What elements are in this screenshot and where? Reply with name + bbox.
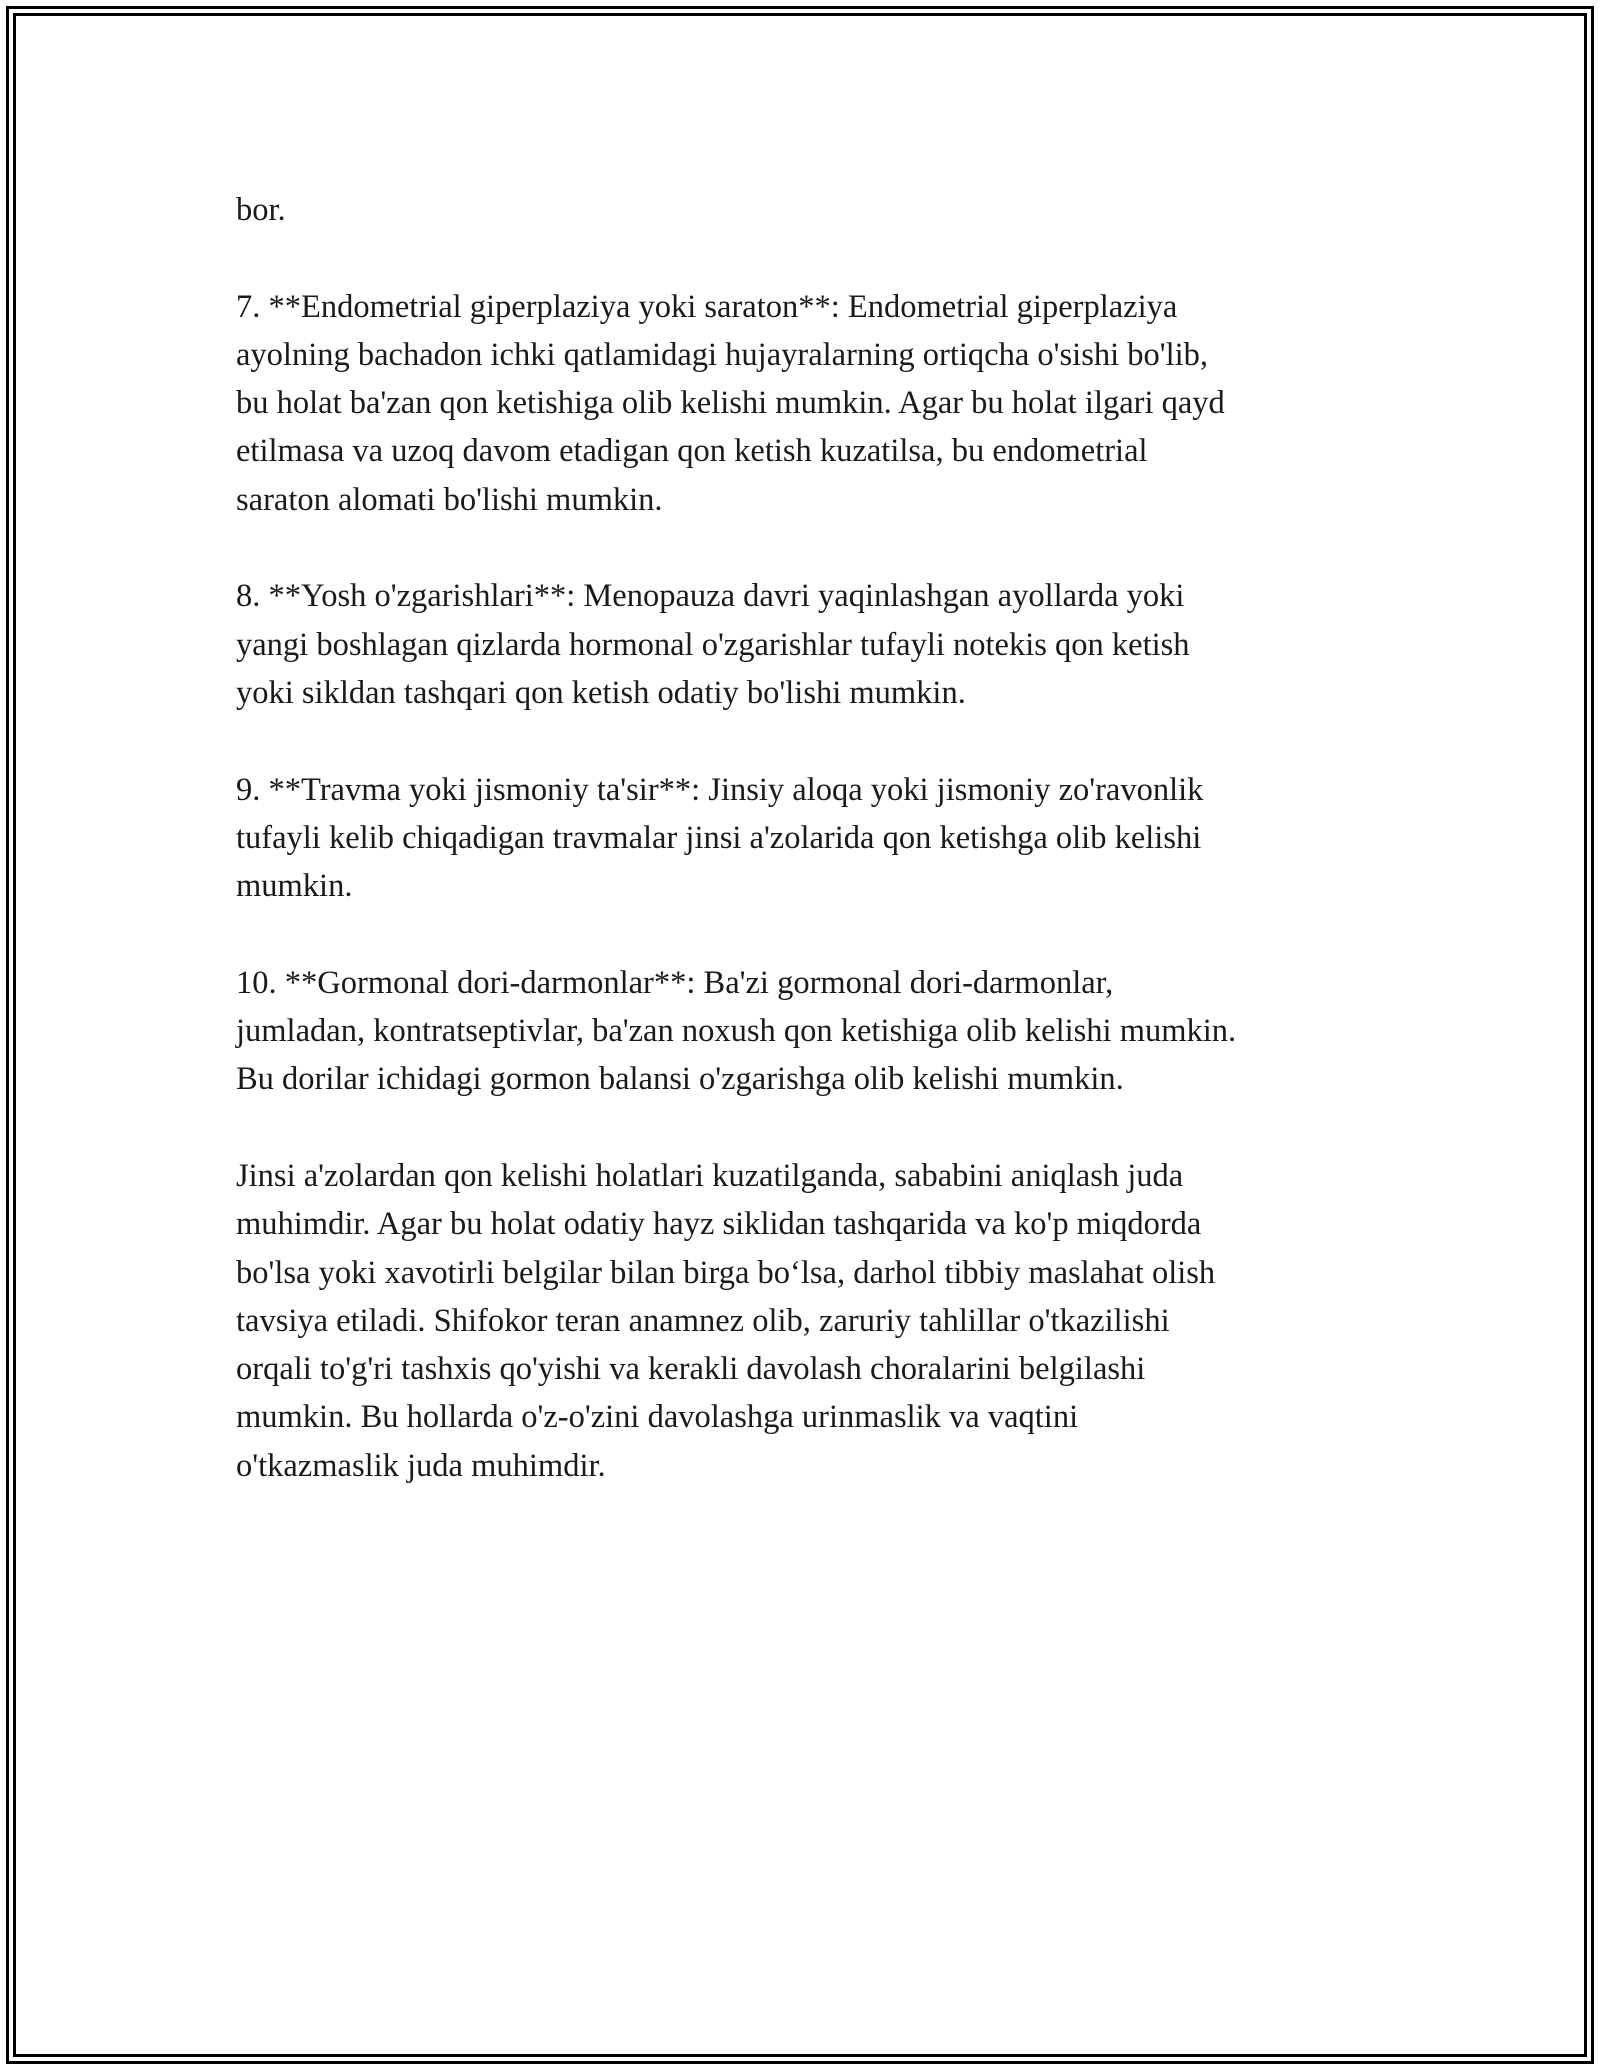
- paragraph-item-9: 9. **Travma yoki jismoniy ta'sir**: Jinsiy aloqa yoki jismoniy zo'ravonlik tufayli kelib chiqadigan travmalar jinsi a'zolarida qon ketishga olib kelishi mumkin.: [236, 771, 1204, 905]
- paragraph-item-7: 7. **Endometrial giperplaziya yoki saraton**: Endometrial giperplaziya ayolning bachadon ichki qatlamidagi hujayralarning ortiqcha o'sishi bo'lib, bu holat ba'zan qon ketishiga olib kelishi mumkin. Agar bu holat ilgari qayd etilmasa va uzoq davom etadigan qon ketish kuzatilsa, bu endometrial saraton alomati bo'lishi mumkin.: [236, 288, 1225, 518]
- paragraph-continuation: bor.: [236, 192, 286, 228]
- paragraph-item-10: 10. **Gormonal dori-darmonlar**: Ba'zi gormonal dori-darmonlar, jumladan, kontratseptivlar, ba'zan noxush qon ketishiga olib kelishi mumkin. Bu dorilar ichidagi gormon balansi o'zgarishga olib kelishi mumkin.: [236, 964, 1237, 1098]
- document-body: [236, 186, 1386, 1490]
- paragraph-item-8: 8. **Yosh o'zgarishlari**: Menopauza davri yaqinlashgan ayollarda yoki yangi boshlagan qizlarda hormonal o'zgarishlar tufayli notekis qon ketish yoki sikldan tashqari qon ketish odatiy bo'lishi mumkin.: [236, 578, 1190, 711]
- paragraph-conclusion: Jinsi a'zolardan qon kelishi holatlari kuzatilganda, sababini aniqlash juda muhimdir. Agar bu holat odatiy hayz siklidan tashqarida va ko'p miqdorda bo'lsa yoki xavotirli belgilar bilan birga bo‘lsa, darhol tibbiy maslahat olish tavsiya etiladi. Shifokor teran anamnez olib, zaruriy tahlillar o'tkazilishi orqali to'g'ri tashxis qo'yishi va kerakli davolash choralarini belgilashi mumkin. Bu hollarda o'z-o'zini davolashga urinmaslik va vaqtini o'tkazmaslik juda muhimdir.: [236, 1157, 1216, 1484]
